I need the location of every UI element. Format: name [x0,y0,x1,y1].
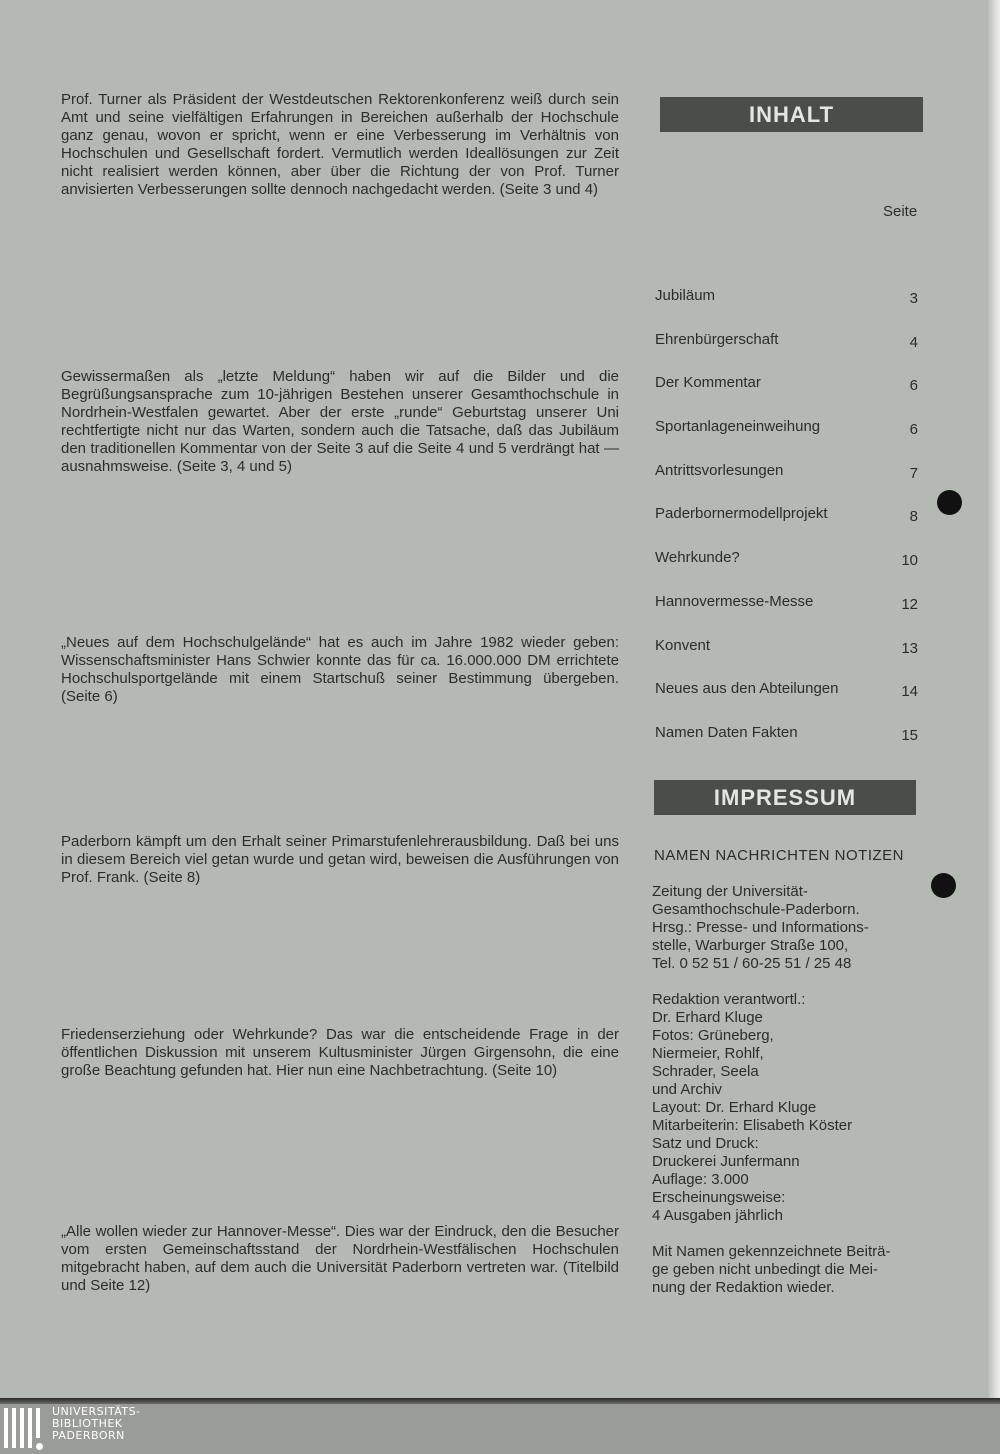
library-logo-icon [4,1408,46,1450]
toc-item[interactable] [652,503,922,547]
impressum-line: stelle, Warburger Straße 100, [652,937,849,954]
impressum-line: Satz und Druck: [652,1135,759,1152]
impressum-line: Druckerei Junfermann [652,1153,800,1170]
intro-paragraph-jubilaeum: Gewissermaßen als „letzte Meldung“ haben wir auf die Bilder und die Begrüßungsansprache zum 10-jährigen Bestehen unserer Gesamthochschule in Nordrhein-Westfalen gewartet. Aber der erste „runde“ Geburtstag unserer Uni rechtfertigte nicht nur das Warten, sondern auch die Tatsache, daß das Jubiläum den traditionellen Kommentar von der Seite 3 auf die Seite 4 und 5 verdrängt hat — ausnahmsweise. (Seite 3, 4 und 5) [61,368,619,475]
impressum-line: Gesamthochschule-Paderborn. [652,901,860,918]
logo-line: UNIVERSITÄTS- [52,1405,141,1418]
toc-item-page: 10 [901,552,918,570]
toc-item-page: 14 [901,683,918,701]
impressum-line: Fotos: Grüneberg, [652,1027,774,1044]
intro-paragraph-turner: Prof. Turner als Präsident der Westdeutschen Rektorenkonferenz weiß durch sein Amt und seine vielfältigen Erfahrungen in Bereichen außerhalb der Hochschule ganz genau, wovon er spricht, wenn er eine Verbesserung im Verhältnis von Hochschulen und Gesellschaft fordert. Vermutlich werden Ideallösungen zur Zeit nicht realisiert werden können, aber über die Richtung der von Prof. Turner anvisierten Verbesserungen sollte dennoch nachgedacht werden. (Seite 3 und 4) [61,91,619,198]
toc-item-title: Namen Daten Fakten [655,723,798,741]
impressum-heading: IMPRESSUM [654,780,916,815]
toc-item-page: 3 [909,290,918,307]
toc-item[interactable] [652,591,922,635]
impressum-line: Mitarbeiterin: Elisabeth Köster [652,1117,853,1134]
impressum-line: Niermeier, Rohlf, [652,1045,764,1062]
impressum-publisher [652,883,912,973]
impressum-line: 4 Ausgaben jährlich [652,1207,783,1224]
toc-item[interactable] [652,460,922,504]
toc-item-page: 7 [909,464,918,482]
impressum-line: nung der Redaktion wieder. [652,1279,835,1296]
page-edge-right [986,0,1000,1402]
toc-item[interactable] [652,678,922,722]
toc-item-title: Ehrenbürgerschaft [655,330,779,348]
impressum-title: NAMEN NACHRICHTEN NOTIZEN [654,847,905,864]
toc-item-title: Konvent [655,636,711,654]
toc-item[interactable] [652,372,922,416]
impressum-line: Erscheinungsweise: [652,1189,786,1206]
toc-item[interactable] [652,722,922,766]
toc-item-title: Jubiläum [655,287,716,304]
toc-item-page: 15 [901,726,918,744]
toc-item-title: Der Kommentar [655,374,761,392]
intro-paragraph-wehrkunde: Friedenserziehung oder Wehrkunde? Das war die entscheidende Frage in der öffentlichen Diskussion mit unserem Kultusminister Jürgen Girgensohn, die eine große Beachtung gefunden hat. Hier nun eine Nachbetrachtung. (Seite 10) [61,1026,619,1079]
toc-page-label: Seite [883,203,918,220]
impressum-line: Layout: Dr. Erhard Kluge [652,1099,817,1116]
intro-paragraph-primarstufe: Paderborn kämpft um den Erhalt seiner Primarstufenlehrerausbildung. Daß bei uns in diesem Bereich viel getan wurde und getan wird, beweisen die Ausführungen von Prof. Frank. (Seite 8) [61,833,619,886]
impressum-line: und Archiv [652,1081,723,1098]
punch-hole-bottom [931,873,956,898]
intro-paragraph-hannover-messe: „Alle wollen wieder zur Hannover-Messe“. Dies war der Eindruck, den die Besucher vom ersten Gemeinschaftsstand der Nordrhein-Westfälischen Hochschulen mitgebracht haben, auf dem auch die Universität Paderborn vertreten war. (Titelbild und Seite 12) [61,1223,619,1294]
library-footer-bar [0,1404,1000,1454]
toc-item[interactable] [652,329,922,373]
toc-item-page: 12 [901,595,918,613]
toc-item-title: Sportanlageneinweihung [655,418,821,436]
impressum-line: Schrader, Seela [652,1063,759,1080]
impressum-line: Dr. Erhard Kluge [652,1009,763,1026]
toc-item-title: Paderbornermodellprojekt [655,505,828,523]
library-logo-text [52,1406,141,1442]
toc-item-title: Wehrkunde? [655,549,740,567]
toc-item-page: 13 [901,639,918,657]
toc-item-title: Hannovermesse-Messe [655,592,814,610]
impressum-line: Zeitung der Universität- [652,883,808,900]
impressum-line: Tel. 0 52 51 / 60-25 51 / 25 48 [652,955,852,972]
toc-item-page: 6 [909,377,918,395]
toc-item-page: 8 [909,508,918,526]
impressum-credits [652,991,912,1225]
toc-item-title: Neues aus den Abteilungen [655,680,839,698]
toc-item[interactable] [652,285,922,329]
impressum-line: ge geben nicht unbedingt die Mei- [652,1261,878,1278]
toc-item-page: 6 [909,421,918,439]
intro-paragraph-sportgelaende: „Neues auf dem Hochschulgelände“ hat es auch im Jahre 1982 wieder geben: Wissenschaftsminister Hans Schwier konnte das für ca. 16.000.000 DM errichtete Hochschulsportgelände mit einem Startschuß seiner Bestimmung übergeben. (Seite 6) [61,634,619,705]
logo-line: BIBLIOTHEK [52,1417,123,1430]
impressum-line: Mit Namen gekennzeichnete Beiträ- [652,1243,891,1260]
impressum-disclaimer [652,1243,917,1297]
toc-item[interactable] [652,547,922,591]
punch-hole-top [937,490,962,515]
toc-item-title: Antrittsvorlesungen [655,461,784,479]
toc-heading: INHALT [660,97,923,132]
toc-list [652,285,922,766]
impressum-line: Redaktion verantwortl.: [652,991,806,1008]
toc-item[interactable] [652,635,922,679]
logo-line: PADERBORN [52,1429,125,1442]
impressum-line: Auflage: 3.000 [652,1171,749,1188]
impressum-line: Hrsg.: Presse- und Informations- [652,919,869,936]
toc-item-page: 4 [909,333,918,351]
toc-item[interactable] [652,416,922,460]
